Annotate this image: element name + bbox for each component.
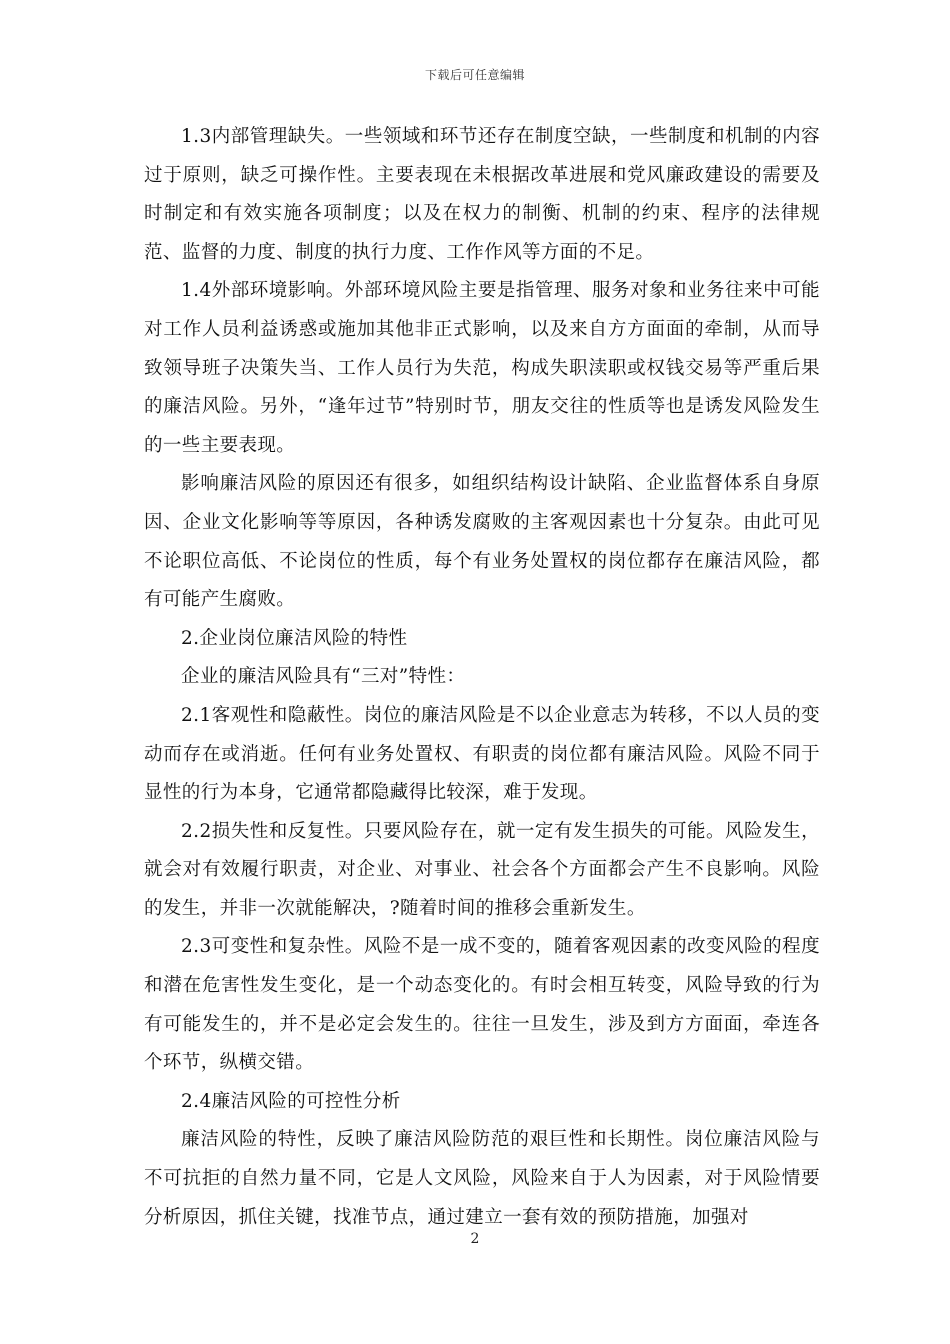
page-number: 2 <box>470 1231 480 1247</box>
document-body <box>144 118 820 1237</box>
paragraph-controllability-analysis: 廉洁风险的特性，反映了廉洁风险防范的艰巨性和长期性。岗位廉洁风险与不可抗拒的自然力量不同，它是人文风险，风险来自于人为因素，对于风险情要分析原因，抓住关键，找准节点，通过建立一套有效的预防措施，加强对 <box>144 1129 820 1228</box>
page-header: 下载后可任意编辑 <box>424 68 525 82</box>
paragraph-loss-repetition: 2.2损失性和反复性。只要风险存在，就一定有发生损失的可能。风险发生，就会对有效履行职责，对企业、对事业、社会各个方面都会产生不良影响。风险的发生，并非一次就能解决，?随着时间的推移会重新发生。 <box>144 820 820 919</box>
paragraph-external-environment: 1.4外部环境影响。外部环境风险主要是指管理、服务对象和业务往来中可能对工作人员利益诱惑或施加其他非正式影响，以及来自方方面面的牵制，从而导致领导班子决策失当、工作人员行为失范，构成失职渎职或权钱交易等严重后果的廉洁风险。另外，“逢年过节”特别时节，朋友交往的性质等也是诱发风险发生的一些主要表现。 <box>144 280 820 456</box>
paragraph-objectivity-concealment: 2.1客观性和隐蔽性。岗位的廉洁风险是不以企业意志为转移，不以人员的变动而存在或消逝。任何有业务处置权、有职责的岗位都有廉洁风险。风险不同于显性的行为本身，它通常都隐藏得比较深，难于发现。 <box>144 704 820 804</box>
paragraph-other-causes: 影响廉洁风险的原因还有很多，如组织结构设计缺陷、企业监督体系自身原因、企业文化影响等等原因，各种诱发腐败的主客观因素也十分复杂。由此可见不论职位高低、不论岗位的性质，每个有业务处置权的岗位都存在廉洁风险，都有可能产生腐败。 <box>144 473 820 611</box>
paragraph-variability-complexity: 2.3可变性和复杂性。风险不是一成不变的，随着客观因素的改变风险的程度和潜在危害性发生变化，是一个动态变化的。有时会相互转变，风险导致的行为有可能发生的，并不是必定会发生的。往往一旦发生，涉及到方方面面，牵连各个环节，纵横交错。 <box>144 936 820 1074</box>
paragraph-three-pairs-intro: 企业的廉洁风险具有“三对”特性： <box>181 666 466 688</box>
paragraph-internal-management: 1.3内部管理缺失。一些领域和环节还存在制度空缺，一些制度和机制的内容过于原则，缺乏可操作性。主要表现在未根据改革进展和党风廉政建设的需要及时制定和有效实施各项制度；以及在权力的制衡、机制的约束、程序的法律规范、监督的力度、制度的执行力度、工作作风等方面的不足。 <box>144 126 820 263</box>
section-heading-controllability: 2.4廉洁风险的可控性分析 <box>181 1090 401 1112</box>
section-heading-risk-characteristics: 2.企业岗位廉洁风险的特性 <box>181 627 408 649</box>
